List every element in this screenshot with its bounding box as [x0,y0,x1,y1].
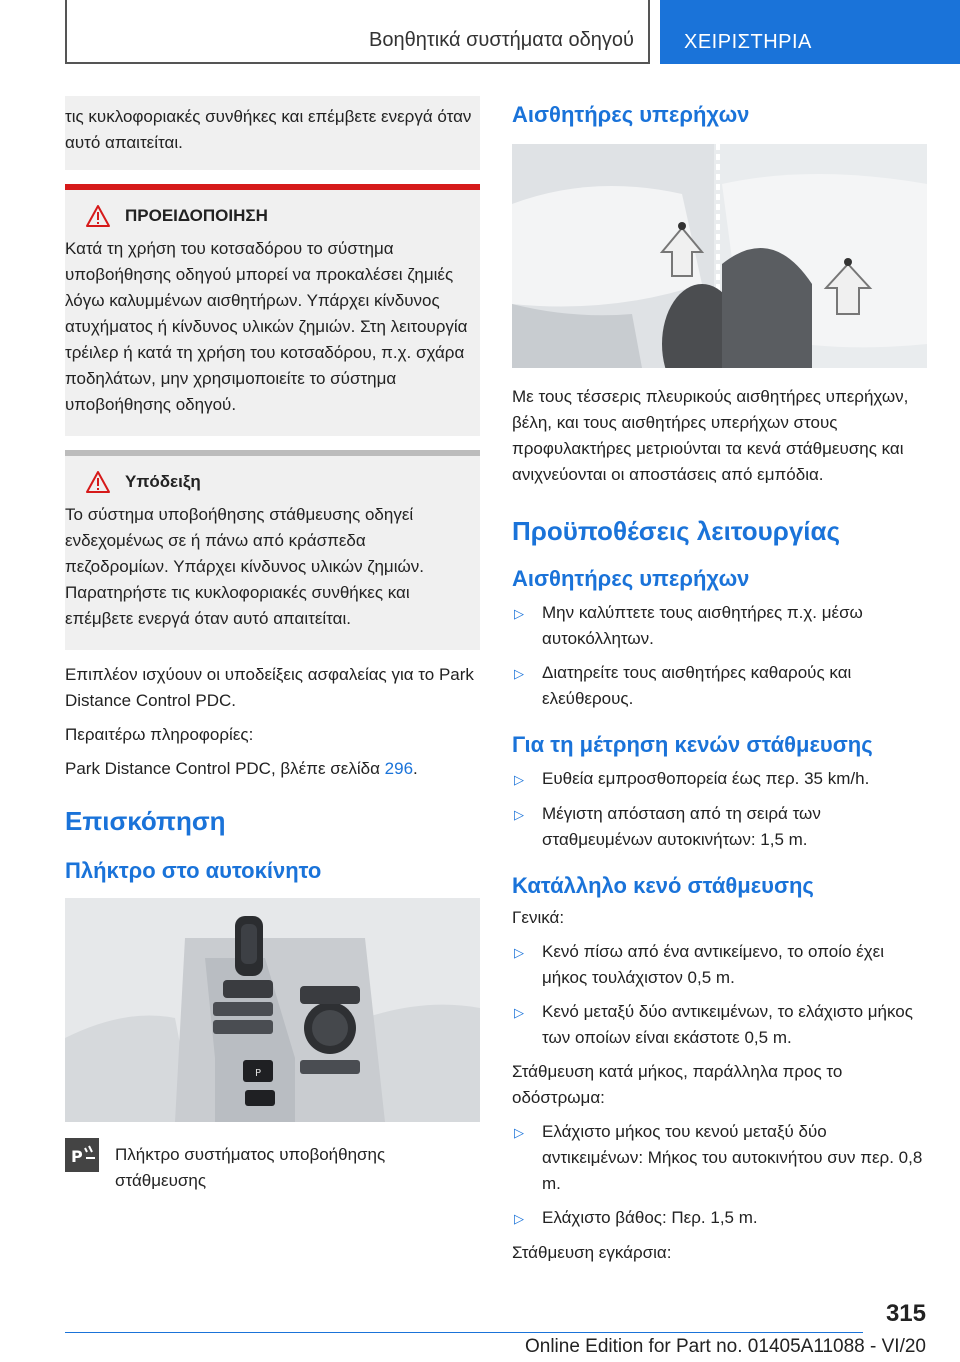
parallel-label: Στάθμευση κατά μήκος, παράλληλα προς το οδόστρωμα: [512,1062,843,1107]
bullet-triangle-icon: ▷ [514,945,524,960]
bullet-triangle-icon: ▷ [514,1211,524,1226]
notice-title: Υπόδειξη [125,472,201,491]
bullet-triangle-icon: ▷ [514,807,524,822]
sensors2-heading: Αισθητήρες υπερήχων [512,566,750,591]
list-item: ▷ Κενό πίσω από ένα αντικείμενο, το οποίο έχει μήκος τουλάχιστον 0,5 m. [512,939,927,991]
svg-text:P: P [254,1068,262,1079]
warning-text: Κατά τη χρήση του κοτσαδόρου το σύστημα υποβοήθησης οδηγού μπορεί να προκαλέσει ζημιές λόγω καλυμμένων αισθητήρων. Υπάρχει κίνδυνος ατυχήματος ή κίνδυνος υλικών ζημιών. Στη λειτουργία τρέιλερ ή κατά τη χρήση του κοτσαδόρου, π.χ. σχάρα ποδηλάτων, μην χρησιμοποιείτε το σύστημα υποβοήθησης οδηγού. [65,239,468,414]
list-item: ▷ Ελάχιστο μήκος του κενού μεταξύ δύο αντικειμένων: Μήκος του αυτοκινήτου συν περ. 0,8 m. [512,1119,927,1197]
notice-box [65,450,480,650]
intro-text: τις κυκλοφοριακές συνθήκες και επέμβετε ενεργά όταν αυτό απαιτείται. [65,107,472,152]
chapter-tab[interactable] [660,0,960,64]
center-console-illustration [65,898,480,1122]
right-column [512,96,927,1266]
bullet-triangle-icon: ▷ [514,772,524,787]
space-heading: Κατάλληλο κενό στάθμευσης [512,873,814,898]
section-title: Βοηθητικά συστήματα οδηγού [369,29,634,51]
button-caption: Πλήκτρο συστήματος υποβοήθησης στάθμευσης [115,1145,386,1190]
list-item: ▷ Διατηρείτε τους αισθητήρες καθαρούς και ελεύθερους. [512,660,927,712]
page-number: 315 [885,1300,926,1327]
transverse-label: Στάθμευση εγκάρσια: [512,1243,672,1262]
bullet-triangle-icon: ▷ [514,1125,524,1140]
left-column [65,96,480,1194]
list-item: ▷ Ευθεία εμπροσθοπορεία έως περ. 35 km/h. [512,766,927,793]
pdc-reference-text: Park Distance Control PDC, βλέπε σελίδα [65,759,385,778]
footer-divider [65,1332,863,1333]
measure-bullets [512,766,927,853]
general-label: Γενικά: [512,908,565,927]
space-bullets [512,939,927,1051]
list-item: ▷ Μέγιστη απόσταση από τη σειρά των σταθμευμένων αυτοκινήτων: 1,5 m. [512,801,927,853]
safety-paragraph: Επιπλέον ισχύουν οι υποδείξεις ασφαλείας για το Park Distance Control PDC. [65,665,474,710]
edition-text: Online Edition for Part no. 01405A11088 - VI/20 [524,1336,926,1357]
list-item: ▷ Μην καλύπτετε τους αισθητήρες π.χ. μέσω αυτοκόλλητων. [512,600,927,652]
list-item: ▷ Ελάχιστο βάθος: Περ. 1,5 m. [512,1205,927,1232]
console-image [65,898,480,1122]
list-item: ▷ Κενό μεταξύ δύο αντικειμένων, το ελάχιστο μήκος των οποίων είναι εκάστοτε 0,5 m. [512,999,927,1051]
pdc-reference-end: . [413,759,418,778]
sensor-bullets [512,600,927,712]
pdc-reference [65,756,480,782]
sensor-image [512,144,927,368]
intro-box [65,96,480,170]
warning-box [65,184,480,436]
button-caption-row [65,1138,480,1194]
parking-assistant-icon [65,1138,99,1172]
warning-triangle-icon [85,204,111,228]
parallel-bullets [512,1119,927,1232]
header-section [65,0,650,64]
chapter-title: ΧΕΙΡΙΣΤΗΡΙΑ [684,31,812,53]
sensors-heading: Αισθητήρες υπερήχων [512,102,750,127]
warning-title: ΠΡΟΕΙΔΟΠΟΙΗΣΗ [125,206,268,225]
car-sensor-illustration [512,144,927,368]
svg-text:P: P [71,1147,83,1166]
bullet-triangle-icon: ▷ [514,1005,524,1020]
notice-triangle-icon [85,470,111,494]
overview-heading: Επισκόπηση [65,806,226,836]
prereq-heading: Προϋποθέσεις λειτουργίας [512,516,841,546]
measure-heading: Για τη μέτρηση κενών στάθμευσης [512,732,873,757]
bullet-triangle-icon: ▷ [514,666,524,681]
more-info-label: Περαιτέρω πληροφορίες: [65,725,254,744]
sensors-text: Με τους τέσσερις πλευρικούς αισθητήρες υπερήχων, βέλη, και τους αισθητήρες υπερήχων στους προφυλακτήρες μετριούνται τα κενά στάθμευσης και ανιχνεύονται οι αποστάσεις από εμπόδια. [512,387,909,484]
page-link-296[interactable]: 296 [384,759,414,778]
notice-text: Το σύστημα υποβοήθησης στάθμευσης οδηγεί ενδεχομένως σε ή πάνω από κράσπεδα πεζοδρομίων. Υπάρχει κίνδυνος υλικών ζημιών. Παρατηρήστε τις κυκλοφοριακές συνθήκες και επέμβετε ενεργά όταν αυτό απαιτείται. [65,505,425,628]
bullet-triangle-icon: ▷ [514,606,524,621]
button-heading: Πλήκτρο στο αυτοκίνητο [65,858,322,883]
